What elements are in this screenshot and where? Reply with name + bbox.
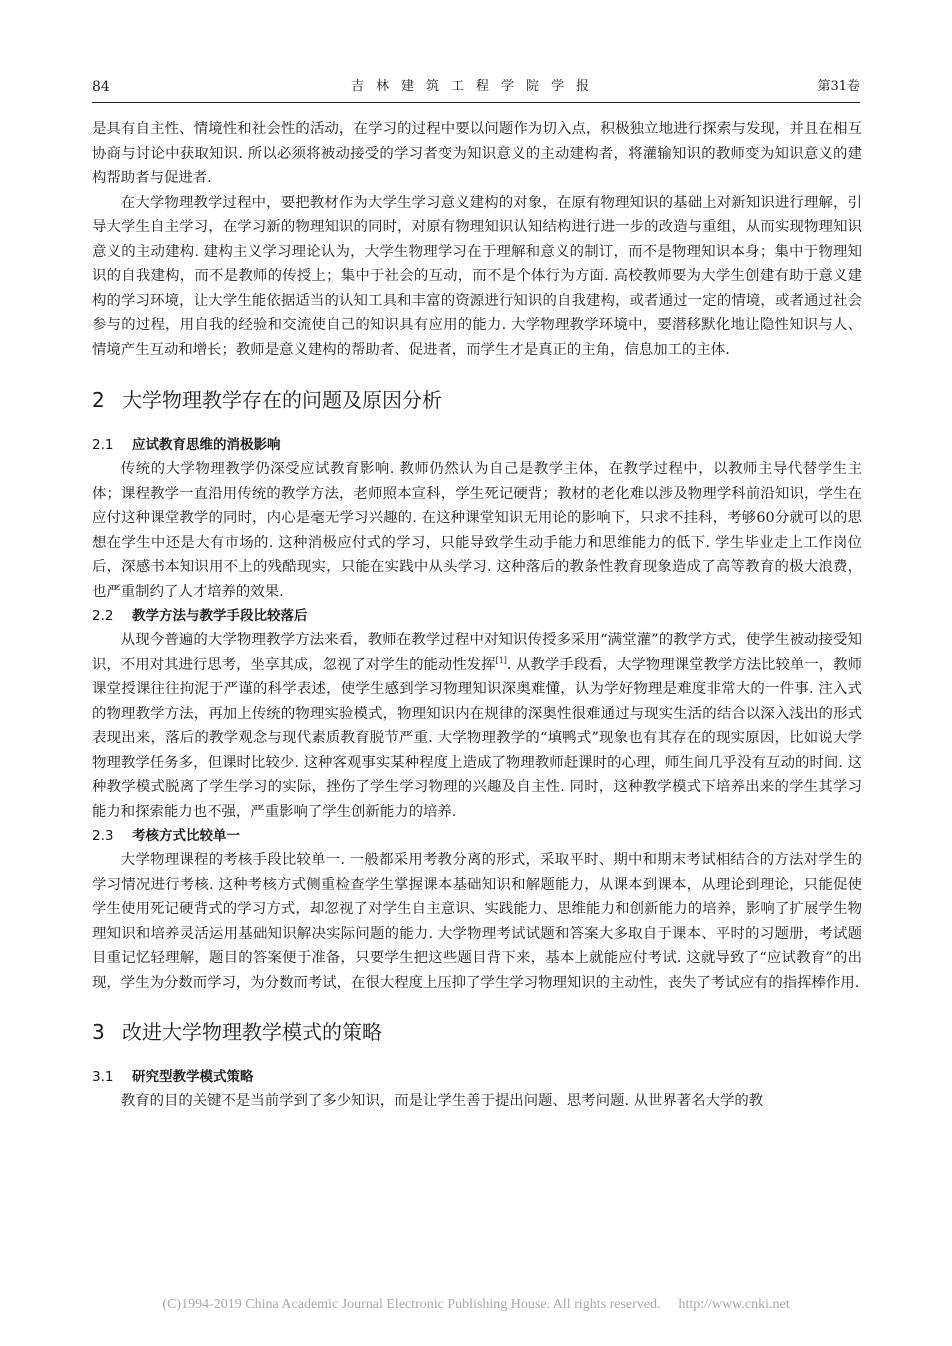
paragraph-construction: 在大学物理教学过程中，要把教材作为大学生学习意义建构的对象，在原有物理知识的基础上对新知识进行理解，引导大学生自主学习，在学习新的物理知识的同时，对原有物理知识认知结构进行进一步的改造与重组，从而实现物理知识意义的主动建构. 建构主义学习理论认为，大学生物理学习在于理解和意义的制订，而不是物理知识本身；集中于物理知识的自我建构，而不是教师的传授上；集中于社会的互动，而不是个体行为方面. 高校教师要为大学生创建有助于意义建构的学习环境，让大学生能依据适当的认知工具和丰富的资源进行知识的自我建构，或者通过一定的情境，或者通过社会参与的过程，用自我的经验和交流使自己的知识具有应用的能力. 大学物理教学环境中，要潜移默化地让隐性知识与人、情境产生互动和增长；教师是意义建构的帮助者、促进者，而学生才是真正的主角，信息加工的主体.	[92, 194, 862, 358]
subsection-number: 2.3	[92, 828, 114, 844]
subsection-heading-2-1	[92, 433, 862, 457]
section-heading-3	[92, 1017, 862, 1047]
paragraph-text: 从现今普遍的大学物理教学方法来看，教师在教学过程中对知识传授多采用“满堂灌”的教学方式，使学生被动接受知识，不用对其进行思考，坐享其成，忽视了对学生的能动性发挥	[92, 632, 862, 673]
journal-name: 吉林建筑工程学院学报	[350, 79, 601, 94]
subsection-heading-2-3	[92, 824, 862, 848]
subsection-number: 2.1	[92, 437, 114, 453]
paragraph-2-2	[92, 628, 862, 824]
paragraph-3-1: 教育的目的关键不是当前学到了多少知识，而是让学生善于提出问题、思考问题. 从世界著名大学的教	[120, 1093, 764, 1109]
article-body	[92, 117, 862, 1114]
copyright-footer	[0, 1297, 952, 1313]
subsection-title: 教学方法与教学手段比较落后	[132, 608, 308, 624]
section-heading-2	[92, 385, 862, 415]
paragraph-continued: 是具有自主性、情境性和社会性的活动，在学习的过程中要以问题作为切入点，积极独立地进行探索与发现，并且在相互协商与讨论中获取知识. 所以必须将被动接受的学习者变为知识意义的主动建构者，将灌输知识的教师变为知识意义的建构帮助者与促进者.	[92, 121, 862, 186]
section-number: 2	[92, 388, 105, 412]
section-number: 3	[92, 1020, 105, 1044]
subsection-heading-3-1	[92, 1065, 862, 1089]
copyright-text: (C)1994-2019 China Academic Journal Electronic Publishing House. All rights reserved.	[162, 1297, 661, 1312]
subsection-title: 研究型教学模式策略	[132, 1069, 254, 1085]
subsection-title: 考核方式比较单一	[132, 828, 240, 844]
citation-ref: [1]	[495, 655, 507, 665]
section-title: 大学物理教学存在的问题及原因分析	[122, 388, 442, 412]
paragraph-2-1: 传统的大学物理教学仍深受应试教育影响. 教师仍然认为自己是教学主体，在教学过程中，以教师主导代替学生主体；课程教学一直沿用传统的教学方法，老师照本宣科，学生死记硬背；教材的老化难以涉及物理学科前沿知识，学生在应付这种课堂教学的同时，内心是毫无学习兴趣的. 在这种课堂知识无用论的影响下，只求不挂科，考够60分就可以的思想在学生中还是大有市场的. 这种消极应付式的学习，只能导致学生动手能力和思维能力的低下. 学生毕业走上工作岗位后，深感书本知识用不上的残酷现实，只能在实践中从头学习. 这种落后的教条性教育现象造成了高等教育的极大浪费，也严重制约了人才培养的效果.	[92, 461, 862, 600]
subsection-number: 2.2	[92, 608, 114, 624]
page-number: 84	[92, 79, 110, 95]
paragraph-text: . 从教学手段看，大学物理课堂教学方法比较单一，教师课堂授课往往拘泥于严谨的科学表述，使学生感到学习物理知识深奥难懂，认为学好物理是难度非常大的一件事. 注入式的物理教学方法，再加上传统的物理实验模式，物理知识内在规律的深奥性很难通过与现实生活的结合以深入浅出的形式表现出来，落后的教学观念与现代素质教育脱节严重. 大学物理教学的“填鸭式”现象也有其存在的现实原因，比如说大学物理教学任务多，但课时比较少. 这种客观事实某种程度上造成了物理教师赶课时的心理，师生间几乎没有互动的时间. 这种教学模式脱离了学生学习的实际，挫伤了学生学习物理的兴趣及自主性. 同时，这种教学模式下培养出来的学生其学习能力和探索能力也不强，严重影响了学生创新能力的培养.	[92, 656, 862, 820]
section-title: 改进大学物理教学模式的策略	[122, 1020, 382, 1044]
paragraph-2-3: 大学物理课程的考核手段比较单一. 一般都采用考教分离的形式，采取平时、期中和期末考试相结合的方法对学生的学习情况进行考核. 这种考核方式侧重检查学生掌握课本基础知识和解题能力，从课本到课本，从理论到理论，只能促使学生使用死记硬背式的学习方式，却忽视了对学生自主意识、实践能力、思维能力和创新能力的培养，影响了扩展学生物理知识和培养灵活运用基础知识解决实际问题的能力. 大学物理考试试题和答案大多取自于课本、平时的习题册，考试题目重记忆轻理解，题目的答案便于准备，只要学生把这些题目背下来，基本上就能应付考试. 这就导致了“应试教育”的出现，学生为分数而学习，为分数而考试，在很大程度上压抑了学生学习物理知识的主动性，丧失了考试应有的指挥棒作用.	[92, 852, 862, 991]
running-header	[92, 76, 860, 103]
subsection-title: 应试教育思维的消极影响	[132, 437, 281, 453]
volume-label: 第31卷	[817, 79, 860, 94]
footer-url: http://www.cnki.net	[678, 1297, 790, 1312]
subsection-heading-2-2	[92, 604, 862, 628]
subsection-number: 3.1	[92, 1069, 114, 1085]
